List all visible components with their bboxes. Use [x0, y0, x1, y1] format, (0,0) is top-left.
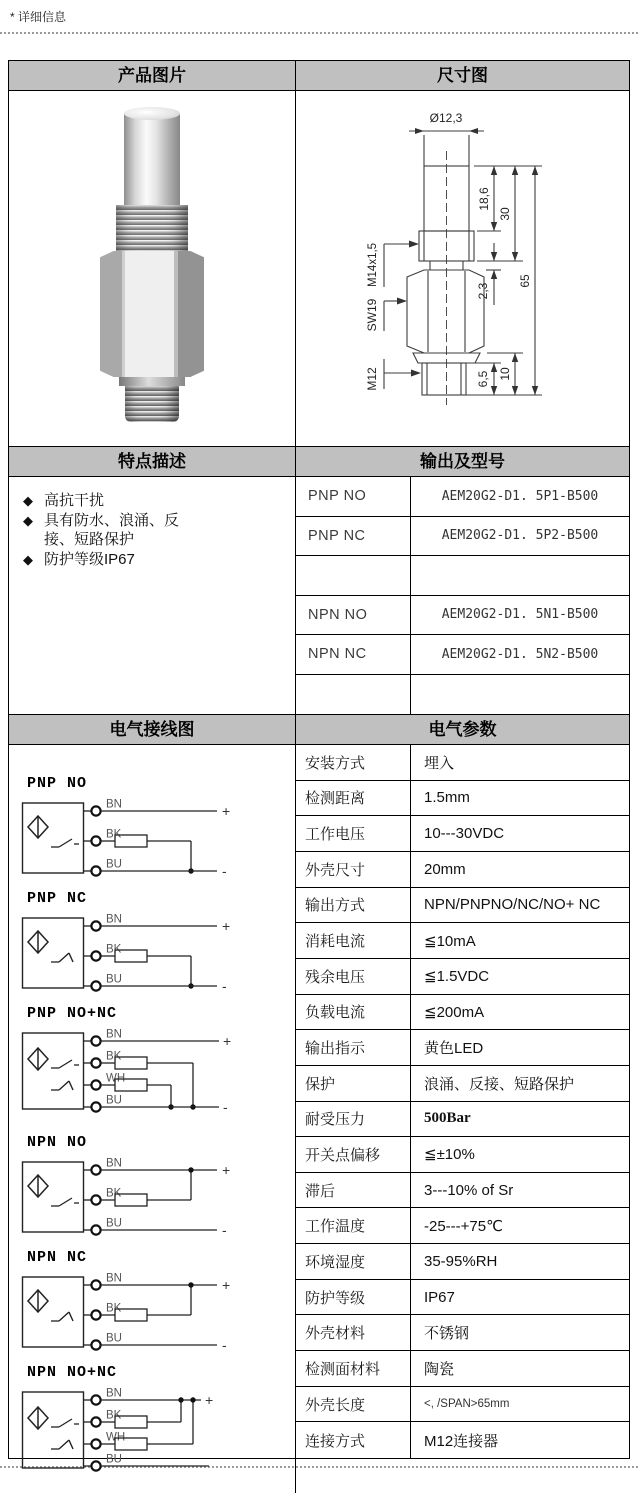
param-label: 消耗电流	[296, 923, 411, 958]
diamond-bullet-icon: ◆	[23, 512, 33, 528]
svg-text:+: +	[205, 1392, 214, 1408]
svg-text:+: +	[222, 1277, 231, 1293]
output-model: AEM20G2-D1. 5P2-B500	[441, 528, 599, 544]
dotted-separator-top	[0, 32, 638, 34]
param-value: NPN/PNPNO/NC/NO+ NC	[424, 896, 601, 914]
output-type	[296, 556, 411, 595]
dim-30: 30	[497, 207, 512, 221]
param-value: <, /SPAN>65mm	[424, 1398, 510, 1411]
param-row	[296, 1244, 629, 1280]
photo-thread-upper	[116, 205, 188, 251]
param-label: 保护	[296, 1066, 411, 1101]
svg-text:BU: BU	[106, 1217, 122, 1230]
svg-text:BK: BK	[106, 1050, 122, 1063]
wiring-title: NPN NO+NC	[27, 1364, 118, 1381]
diamond-bullet-icon: ◆	[23, 493, 33, 508]
param-label: 输出指示	[296, 1030, 411, 1065]
wiring-title: PNP NC	[27, 890, 88, 907]
output-type: PNP NC	[296, 517, 411, 556]
param-label: 防护等级	[296, 1280, 411, 1315]
header-output-model: 输出及型号	[420, 452, 505, 471]
param-value: 20mm	[424, 860, 466, 878]
svg-text:BN: BN	[106, 1157, 122, 1170]
param-row	[296, 745, 629, 781]
header-row-1	[9, 61, 629, 91]
wiring-title: PNP NO+NC	[27, 1005, 118, 1022]
wiring-diagram-npn-no-nc	[21, 1384, 251, 1480]
svg-text:+: +	[222, 918, 231, 934]
svg-text:BU: BU	[106, 1094, 122, 1107]
header-electrical-params: 电气参数	[428, 720, 497, 739]
svg-text:BU: BU	[106, 1332, 122, 1345]
svg-text:BK: BK	[106, 1187, 122, 1200]
param-value: 不锈钢	[424, 1325, 470, 1343]
param-row	[296, 1422, 629, 1458]
section-product	[9, 91, 629, 447]
output-model-table	[296, 477, 629, 714]
param-value: ≦1.5VDC	[424, 968, 490, 986]
feature-item	[23, 550, 295, 570]
output-model	[411, 675, 629, 715]
svg-text:+: +	[222, 803, 231, 819]
param-value: 500Bar	[424, 1110, 471, 1127]
output-model: AEM20G2-D1. 5N1-B500	[441, 607, 599, 623]
param-row	[296, 959, 629, 995]
output-type: NPN NC	[296, 635, 411, 674]
svg-text:BN: BN	[106, 1272, 122, 1285]
param-row	[296, 1280, 629, 1316]
wiring-diagram-pnp-nc	[21, 910, 251, 992]
svg-text:-: -	[222, 978, 227, 992]
svg-text:WH: WH	[106, 1072, 126, 1085]
param-label: 负载电流	[296, 995, 411, 1030]
param-row	[296, 1315, 629, 1351]
svg-text:BN: BN	[106, 798, 122, 811]
param-label: 工作温度	[296, 1208, 411, 1243]
param-value: 35-95%RH	[424, 1252, 498, 1270]
param-label: 外壳材料	[296, 1315, 411, 1350]
param-label: 检测距离	[296, 781, 411, 816]
svg-text:BU: BU	[106, 1453, 122, 1466]
features-list	[9, 477, 296, 714]
param-value: 3---10% of Sr	[424, 1181, 514, 1199]
feature-text: 高抗干扰	[44, 492, 105, 509]
svg-text:BN: BN	[106, 1387, 122, 1400]
param-value: 浪涌、反接、短路保护	[424, 1075, 575, 1093]
wiring-block-npn-no	[21, 1134, 295, 1241]
param-label: 滞后	[296, 1173, 411, 1208]
header-wiring: 电气接线图	[9, 715, 296, 744]
dim-6-5: 6,5	[475, 370, 490, 388]
param-label: 开关点偏移	[296, 1137, 411, 1172]
svg-text:BK: BK	[106, 828, 122, 841]
feature-item	[23, 491, 295, 511]
svg-text:BK: BK	[106, 943, 122, 956]
svg-text:-: -	[222, 863, 227, 877]
product-photo-cell	[9, 91, 296, 449]
param-value: 陶瓷	[424, 1360, 455, 1378]
svg-text:+: +	[222, 1162, 231, 1178]
page-note: * 详细信息	[10, 10, 67, 24]
param-label: 残余电压	[296, 959, 411, 994]
param-value: 埋入	[424, 754, 455, 772]
header-dimension: 尺寸图	[437, 66, 488, 85]
wiring-diagrams	[9, 745, 296, 1493]
dim-18-6: 18,6	[476, 187, 491, 211]
param-label: 环境湿度	[296, 1244, 411, 1279]
output-row	[296, 596, 629, 636]
dim-m14x1-5: M14x1,5	[366, 242, 379, 288]
photo-neck	[119, 377, 185, 386]
wiring-title: NPN NC	[27, 1249, 88, 1266]
param-row	[296, 1351, 629, 1387]
photo-cylinder	[124, 113, 180, 205]
param-row	[296, 1066, 629, 1102]
output-row	[296, 477, 629, 517]
svg-text:-: -	[222, 1337, 227, 1351]
param-value: ≦10mA	[424, 932, 476, 950]
output-model	[411, 556, 629, 595]
dim-sw19: SW19	[364, 298, 379, 332]
svg-text:WH: WH	[106, 1431, 126, 1444]
param-value: ≦±10%	[424, 1146, 475, 1164]
svg-text:BU: BU	[106, 858, 122, 871]
feature-text: 防护等级IP67	[44, 550, 135, 568]
wiring-diagram-npn-nc	[21, 1269, 251, 1351]
param-label: 外壳尺寸	[296, 852, 411, 887]
output-row	[296, 517, 629, 557]
section-wiring-params	[9, 745, 629, 1466]
output-type: NPN NO	[296, 596, 411, 635]
photo-cylinder-top-face	[124, 107, 180, 120]
param-value: M12连接器	[424, 1432, 499, 1450]
param-label: 输出方式	[296, 888, 411, 923]
dim-diameter: Ø12,3	[429, 111, 462, 125]
dim-2-3: 2,3	[475, 282, 490, 300]
param-row	[296, 816, 629, 852]
product-photo	[100, 107, 204, 449]
dim-65: 65	[517, 274, 532, 288]
param-value: 1.5mm	[424, 789, 470, 807]
spec-table	[8, 60, 630, 1466]
feature-text: 具有防水、浪涌、反接、短路保护	[44, 511, 180, 548]
dim-m12: M12	[364, 367, 379, 391]
param-row	[296, 888, 629, 924]
svg-text:+: +	[223, 1033, 232, 1049]
wiring-diagram-npn-no	[21, 1154, 251, 1236]
wiring-diagram-pnp-no-nc	[21, 1025, 251, 1121]
param-row	[296, 1102, 629, 1138]
output-row	[296, 556, 629, 596]
param-label: 连接方式	[296, 1422, 411, 1458]
svg-text:BN: BN	[106, 913, 122, 926]
wiring-block-npn-no-nc	[21, 1364, 295, 1485]
param-value: 10---30VDC	[424, 825, 505, 843]
output-row	[296, 675, 629, 715]
svg-text:-: -	[223, 1099, 228, 1115]
wiring-title: NPN NO	[27, 1134, 88, 1151]
svg-text:-: -	[222, 1222, 227, 1236]
param-value: IP67	[424, 1288, 455, 1306]
output-model: AEM20G2-D1. 5P1-B500	[441, 488, 599, 504]
output-model: AEM20G2-D1. 5N2-B500	[441, 646, 599, 662]
wiring-block-pnp-no-nc	[21, 1005, 295, 1126]
param-value: ≦200mA	[424, 1003, 485, 1021]
param-label: 工作电压	[296, 816, 411, 851]
param-row	[296, 781, 629, 817]
dimension-drawing-cell	[296, 91, 629, 449]
param-row	[296, 1030, 629, 1066]
header-row-3	[9, 715, 629, 745]
param-value: 黄色LED	[424, 1040, 484, 1058]
param-label: 安装方式	[296, 745, 411, 780]
svg-text:BU: BU	[106, 973, 122, 986]
feature-item	[23, 511, 295, 550]
dimension-drawing	[297, 93, 629, 449]
output-type: PNP NO	[296, 477, 411, 516]
diamond-bullet-icon: ◆	[23, 551, 33, 567]
section-features-outputs	[9, 477, 629, 715]
wiring-title: PNP NO	[27, 775, 88, 792]
param-label: 检测面材料	[296, 1351, 411, 1386]
photo-thread-lower	[125, 386, 179, 422]
electrical-params-table	[296, 745, 629, 1458]
wiring-block-pnp-nc	[21, 890, 295, 997]
output-type	[296, 675, 411, 715]
photo-hex-body	[100, 251, 204, 377]
wiring-block-pnp-no	[21, 775, 295, 882]
header-product-image: 产品图片	[9, 61, 296, 90]
param-label: 外壳长度	[296, 1387, 411, 1422]
param-label: 耐受压力	[296, 1102, 411, 1137]
svg-text:BK: BK	[106, 1302, 122, 1315]
dim-10: 10	[497, 367, 512, 381]
param-row	[296, 923, 629, 959]
svg-text:BK: BK	[106, 1409, 122, 1422]
output-row	[296, 635, 629, 675]
param-row	[296, 1137, 629, 1173]
header-row-2	[9, 447, 629, 477]
param-row	[296, 1173, 629, 1209]
wiring-diagram-pnp-no	[21, 795, 251, 877]
header-features: 特点描述	[9, 447, 296, 476]
wiring-block-npn-nc	[21, 1249, 295, 1356]
param-row	[296, 852, 629, 888]
svg-text:BN: BN	[106, 1028, 122, 1041]
param-row	[296, 1387, 629, 1423]
param-row	[296, 1208, 629, 1244]
param-row	[296, 995, 629, 1031]
param-value: -25---+75℃	[424, 1217, 503, 1235]
